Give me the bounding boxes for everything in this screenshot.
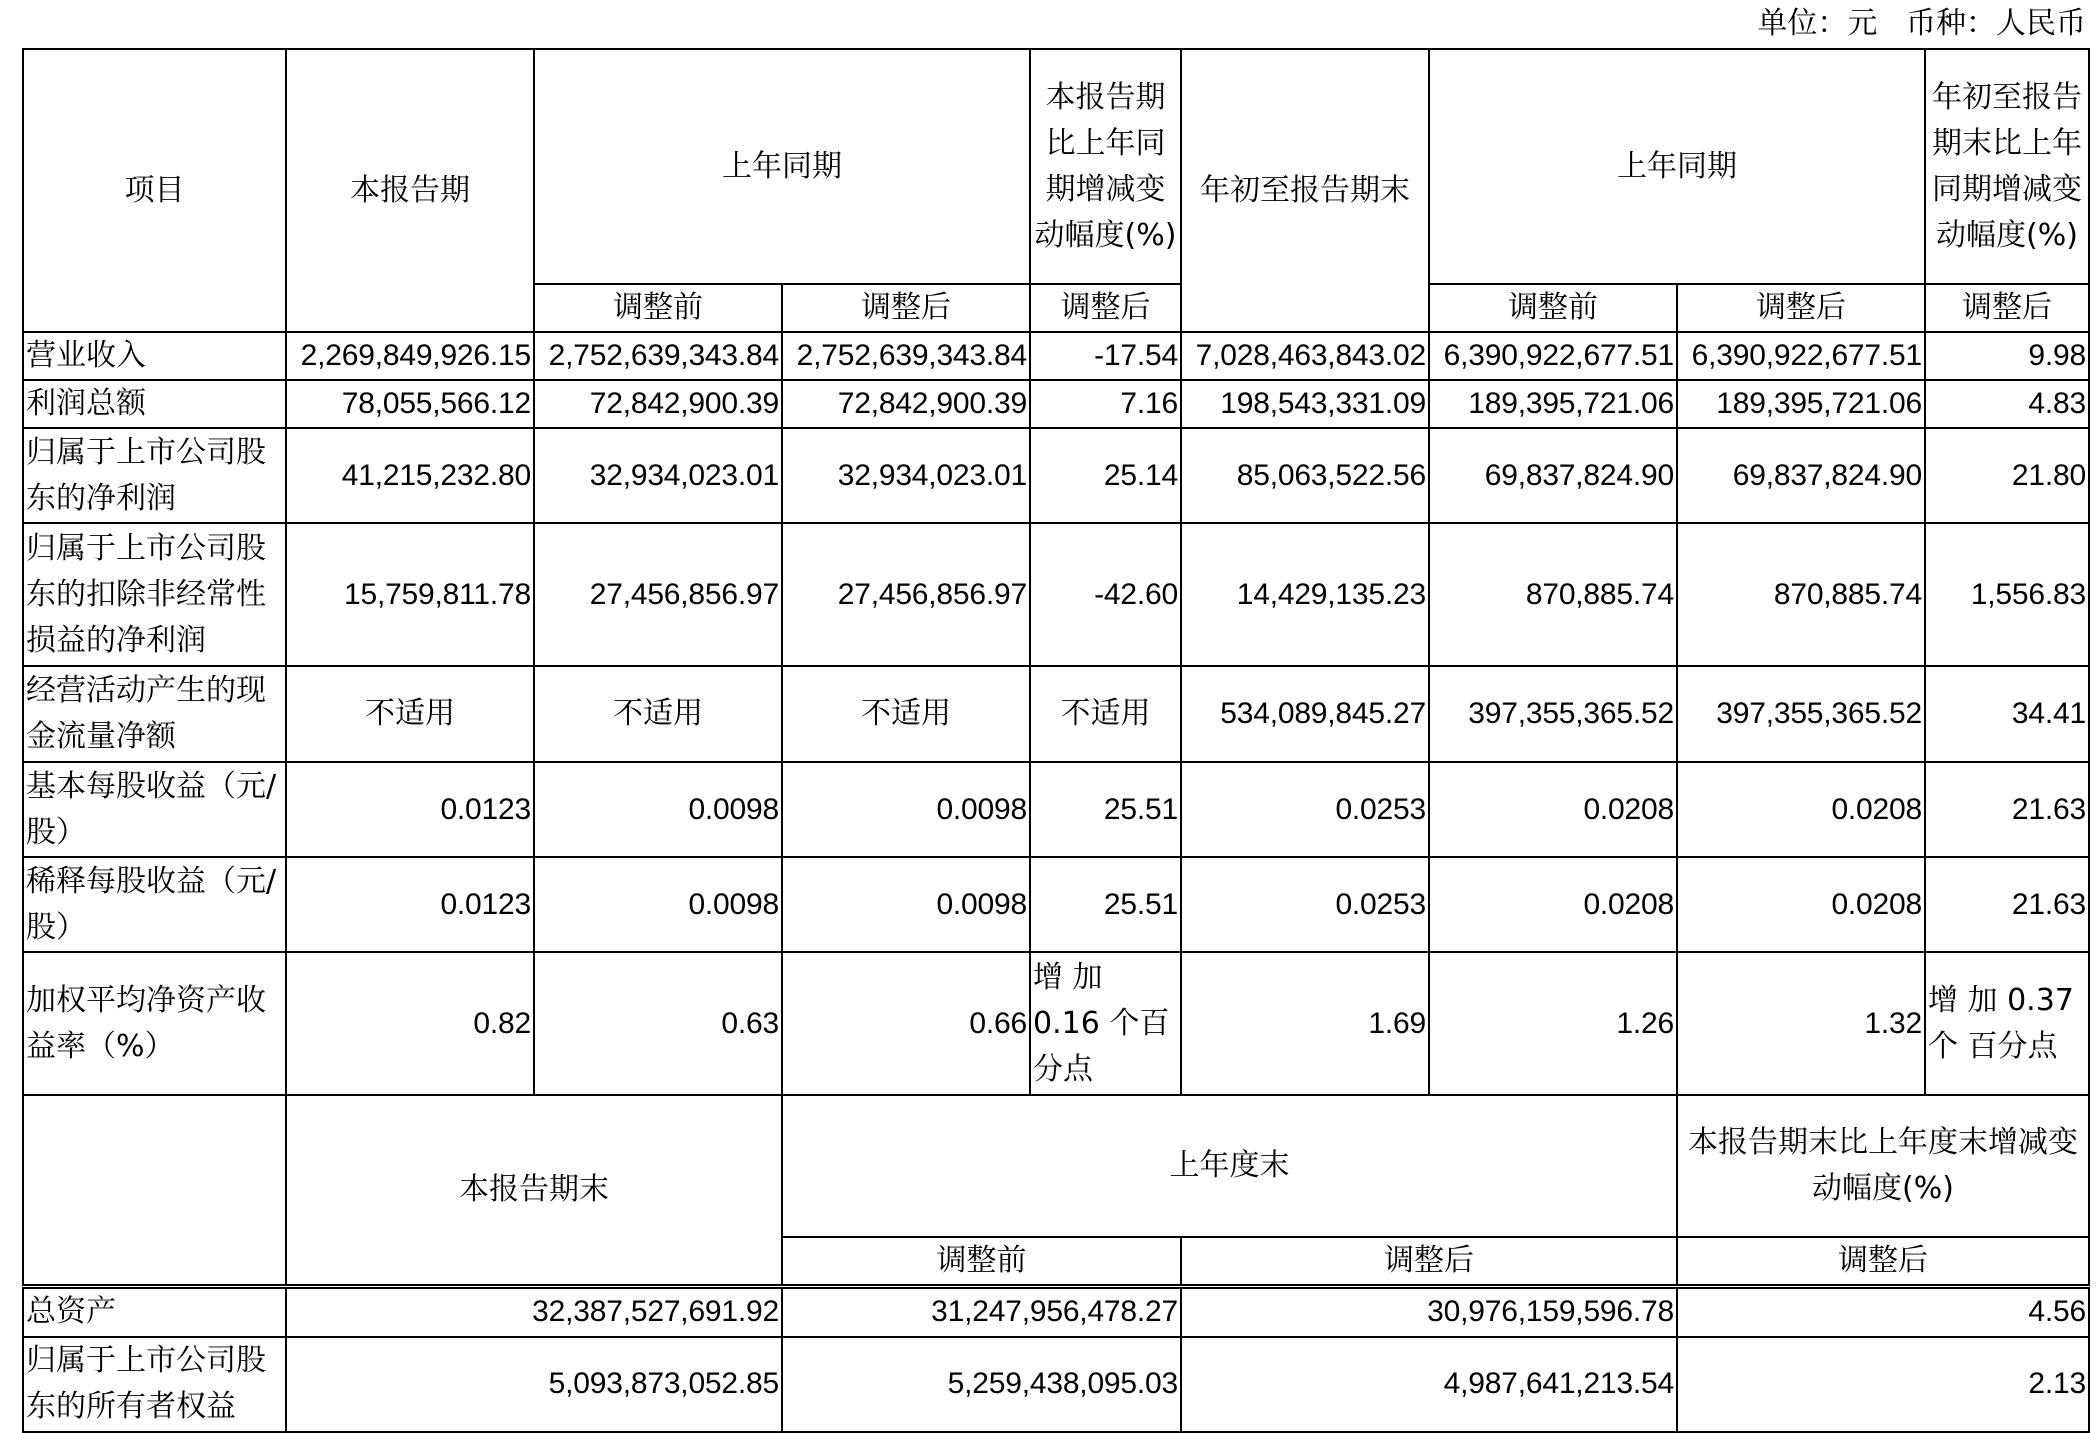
cell: 27,456,856.97 [782,523,1030,666]
cell: 不适用 [1030,666,1181,762]
cell: 不适用 [286,666,534,762]
header-after: 调整后 [782,284,1030,332]
cell: 30,976,159,596.78 [1181,1287,1677,1337]
cell: 0.0098 [534,857,782,952]
table-row [23,952,2089,1095]
cell: 0.0123 [286,762,534,857]
cell: 1.26 [1429,952,1677,1095]
cell: 69,837,824.90 [1677,428,1925,523]
table-row [23,523,2089,666]
cell: 0.0253 [1181,857,1429,952]
cell: 6,390,922,677.51 [1677,332,1925,380]
table-row [23,1337,2089,1432]
cell: 4,987,641,213.54 [1181,1337,1677,1432]
cell: -17.54 [1030,332,1181,380]
cell: 1.32 [1677,952,1925,1095]
cell: 0.0208 [1429,762,1677,857]
header2-after: 调整后 [1181,1237,1677,1287]
header2-change: 本报告期末比上年度末增减变动幅度(%) [1677,1095,2089,1237]
cell: 0.0208 [1677,857,1925,952]
cell: 189,395,721.06 [1429,380,1677,428]
row-label: 利润总额 [23,380,286,428]
cell: 5,259,438,095.03 [782,1337,1181,1432]
cell: 0.0208 [1429,857,1677,952]
cell: 32,387,527,691.92 [286,1287,782,1337]
table-row [23,666,2089,762]
cell: 397,355,365.52 [1677,666,1925,762]
cell: 397,355,365.52 [1429,666,1677,762]
cell: 32,934,023.01 [782,428,1030,523]
table-row [23,762,2089,857]
cell: 9.98 [1925,332,2089,380]
cell: 6,390,922,677.51 [1429,332,1677,380]
cell: 7,028,463,843.02 [1181,332,1429,380]
table-row [23,380,2089,428]
cell: 27,456,856.97 [534,523,782,666]
cell: 85,063,522.56 [1181,428,1429,523]
cell: 14,429,135.23 [1181,523,1429,666]
cell: 72,842,900.39 [534,380,782,428]
header-before: 调整前 [534,284,782,332]
cell: 0.0253 [1181,762,1429,857]
header-prior-same-period: 上年同期 [534,49,1030,284]
cell: 0.0098 [782,857,1030,952]
header2-after-change: 调整后 [1677,1237,2089,1287]
header-ytd: 年初至报告期末 [1181,49,1429,332]
table-row [23,1287,2089,1337]
cell: 不适用 [534,666,782,762]
header-prior-same-ytd: 上年同期 [1429,49,1925,284]
cell: 1,556.83 [1925,523,2089,666]
row-label: 稀释每股收益（元/股） [23,857,286,952]
unit-currency-note: 单位：元 币种：人民币 [1757,6,2086,41]
cell: 21.63 [1925,857,2089,952]
cell: 0.0208 [1677,762,1925,857]
financial-data-table [22,48,2090,1433]
cell: 41,215,232.80 [286,428,534,523]
cell: 31,247,956,478.27 [782,1287,1181,1337]
header-after-q: 调整后 [1030,284,1181,332]
row-label: 基本每股收益（元/股） [23,762,286,857]
cell: 2,752,639,343.84 [534,332,782,380]
cell: 增 加 0.16 个百分点 [1030,952,1181,1095]
header-change-q: 本报告期比上年同期增减变动幅度(%) [1030,49,1181,284]
row-label: 营业收入 [23,332,286,380]
cell: 69,837,824.90 [1429,428,1677,523]
header-after-ytd-change: 调整后 [1925,284,2089,332]
cell: 72,842,900.39 [782,380,1030,428]
row-label: 总资产 [23,1287,286,1337]
cell: 不适用 [782,666,1030,762]
header-after-ytd: 调整后 [1677,284,1925,332]
row-label: 归属于上市公司股东的扣除非经常性损益的净利润 [23,523,286,666]
cell: 2,752,639,343.84 [782,332,1030,380]
cell: 870,885.74 [1677,523,1925,666]
cell: 21.63 [1925,762,2089,857]
cell: 870,885.74 [1429,523,1677,666]
header2-blank [23,1095,286,1287]
header2-current-end: 本报告期末 [286,1095,782,1287]
cell: 189,395,721.06 [1677,380,1925,428]
row-label: 归属于上市公司股东的净利润 [23,428,286,523]
table-row [23,332,2089,380]
cell: 78,055,566.12 [286,380,534,428]
cell: 1.69 [1181,952,1429,1095]
cell: 4.83 [1925,380,2089,428]
row-label: 归属于上市公司股东的所有者权益 [23,1337,286,1432]
cell: 0.66 [782,952,1030,1095]
header-before-ytd: 调整前 [1429,284,1677,332]
cell: 534,089,845.27 [1181,666,1429,762]
header-change-ytd: 年初至报告期末比上年同期增减变动幅度(%) [1925,49,2089,284]
cell: 0.0098 [782,762,1030,857]
cell: -42.60 [1030,523,1181,666]
cell: 0.0123 [286,857,534,952]
row-label: 经营活动产生的现金流量净额 [23,666,286,762]
cell: 25.51 [1030,762,1181,857]
header-item: 项目 [23,49,286,332]
header-current-period: 本报告期 [286,49,534,332]
table-row [23,857,2089,952]
cell: 32,934,023.01 [534,428,782,523]
cell: 25.51 [1030,857,1181,952]
cell: 7.16 [1030,380,1181,428]
header2-before: 调整前 [782,1237,1181,1287]
cell: 15,759,811.78 [286,523,534,666]
table-row [23,428,2089,523]
cell: 198,543,331.09 [1181,380,1429,428]
cell: 2,269,849,926.15 [286,332,534,380]
cell: 增 加 0.37 个 百分点 [1925,952,2089,1095]
cell: 0.0098 [534,762,782,857]
cell: 5,093,873,052.85 [286,1337,782,1432]
header2-prior-year-end: 上年度末 [782,1095,1677,1237]
cell: 4.56 [1677,1287,2089,1337]
cell: 21.80 [1925,428,2089,523]
cell: 34.41 [1925,666,2089,762]
row-label: 加权平均净资产收益率（%） [23,952,286,1095]
cell: 2.13 [1677,1337,2089,1432]
cell: 25.14 [1030,428,1181,523]
cell: 0.63 [534,952,782,1095]
cell: 0.82 [286,952,534,1095]
